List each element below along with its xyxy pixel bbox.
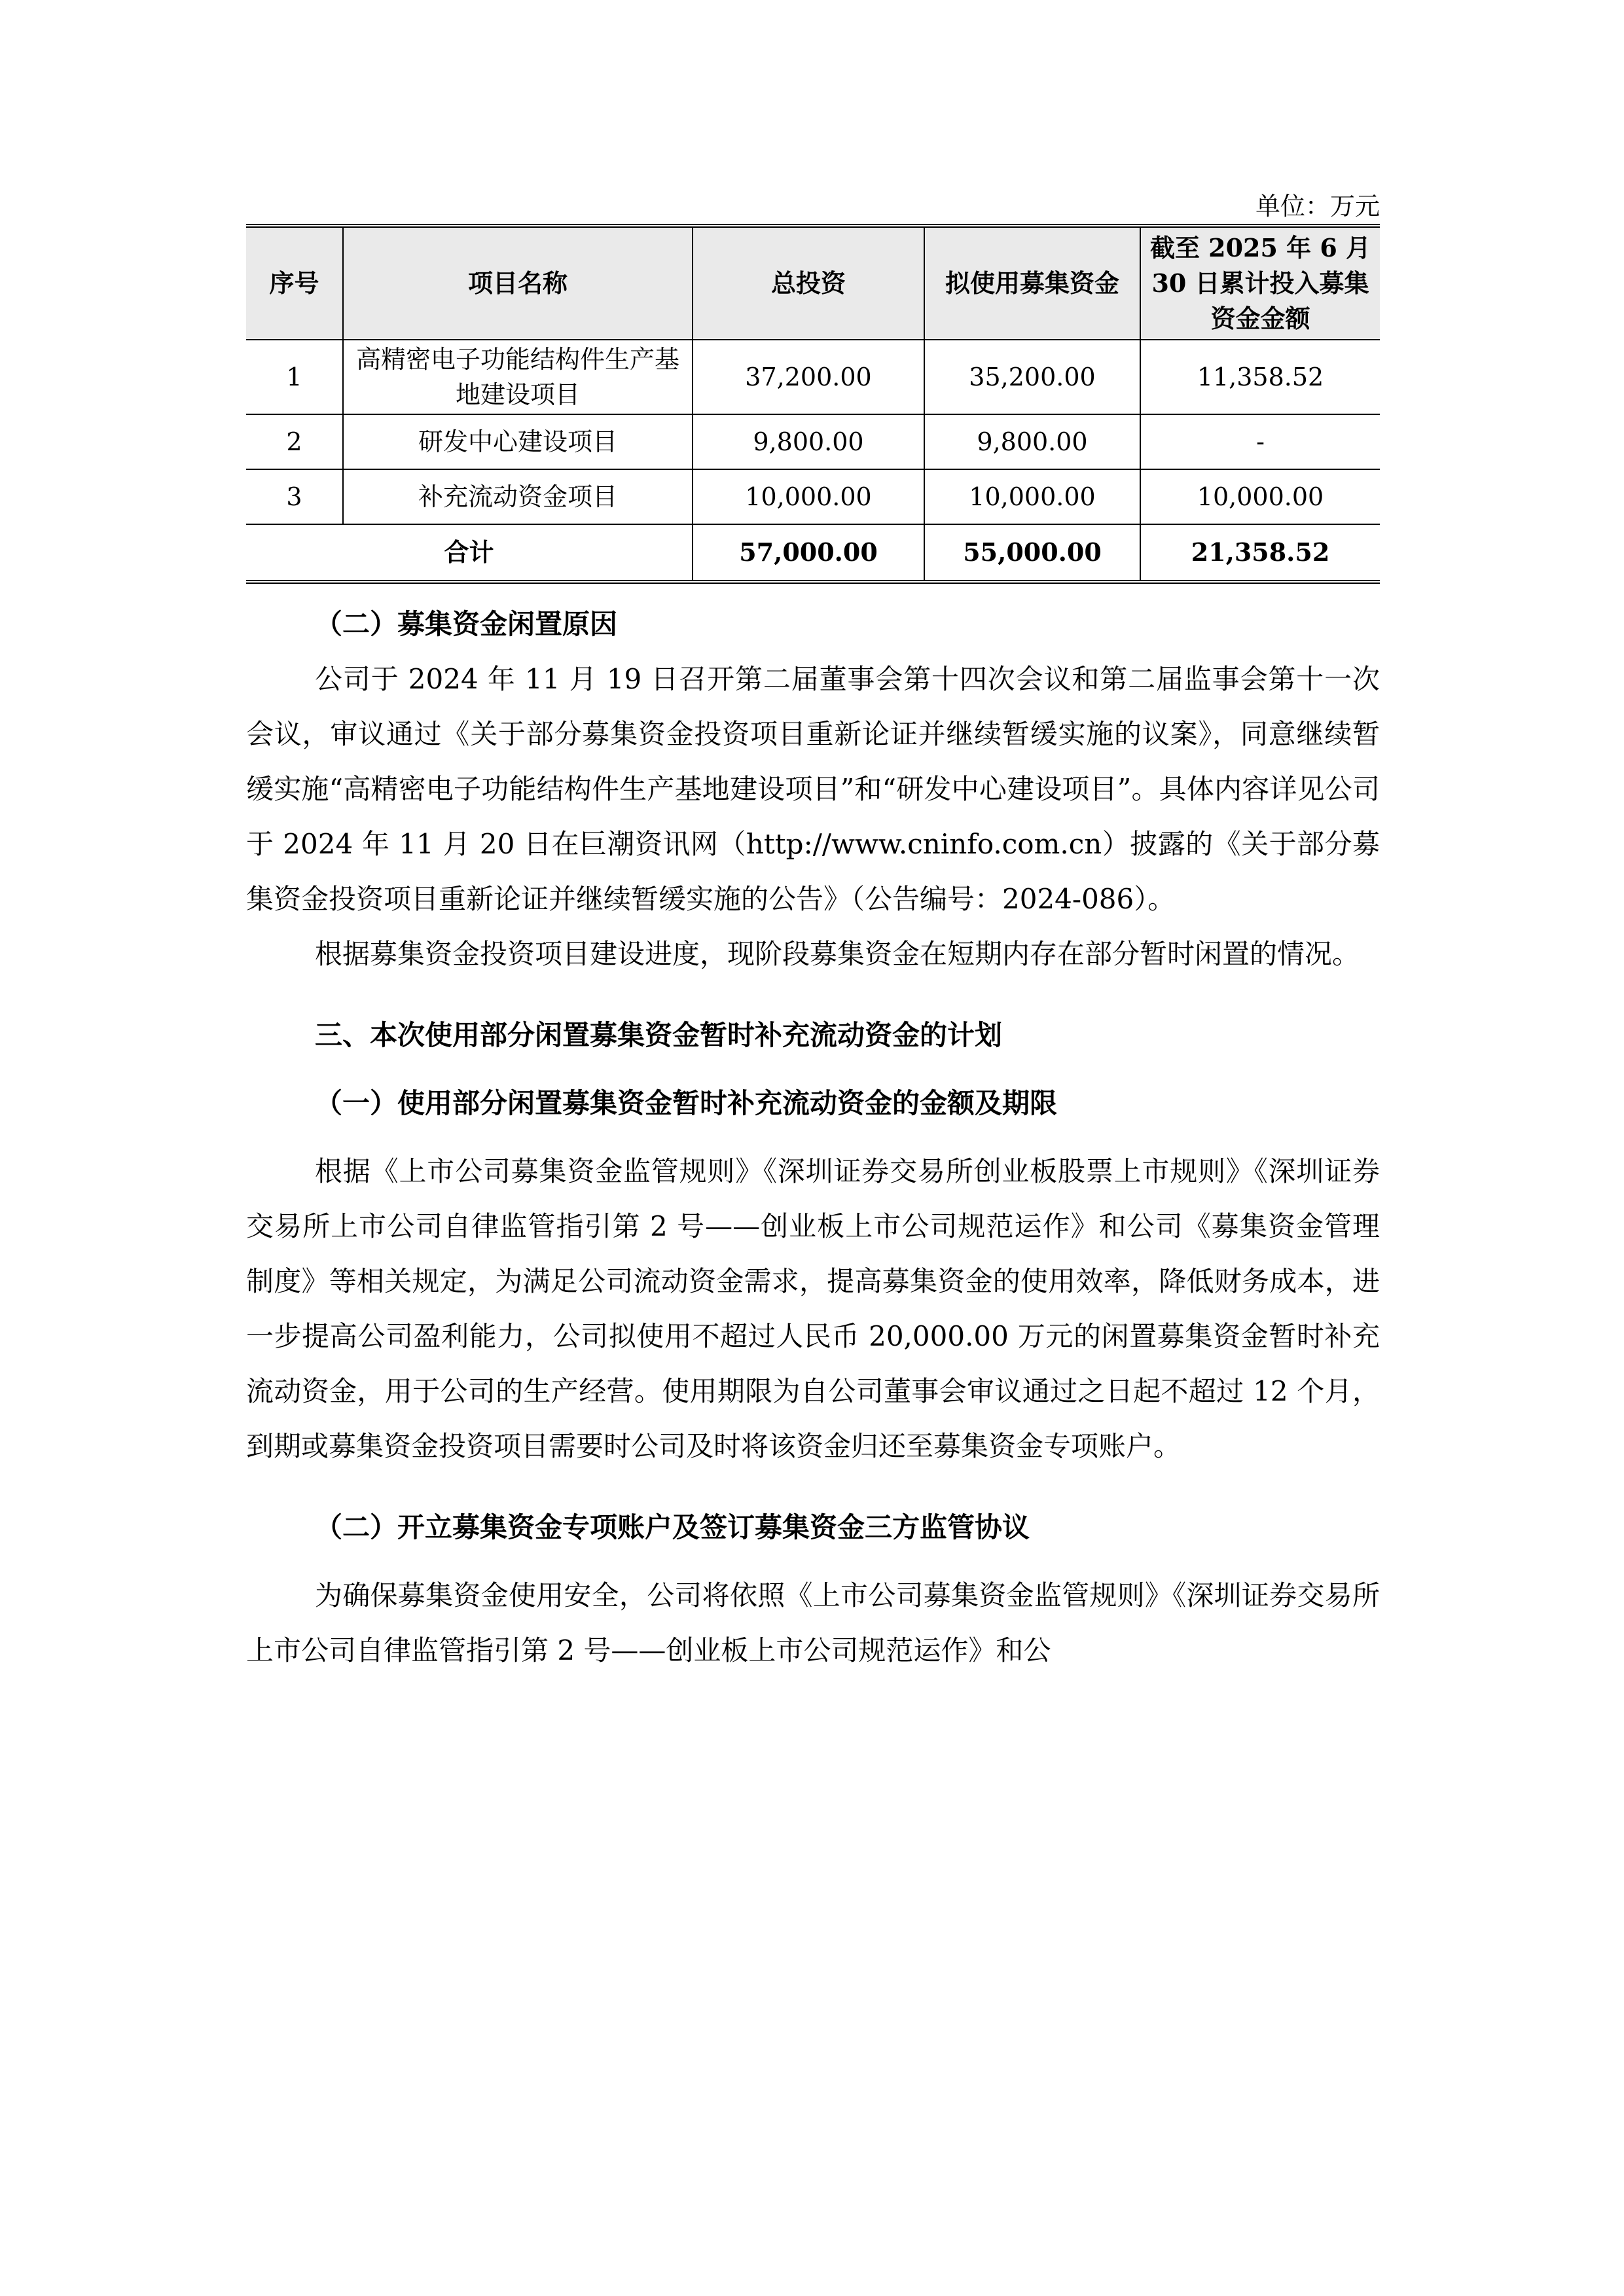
cell-planned: 10,000.00 [924, 469, 1140, 524]
cell-invested: 10,000.00 [1140, 469, 1380, 524]
cell-no: 3 [246, 469, 343, 524]
section-heading-idle-reason: （二）募集资金闲置原因 [315, 608, 618, 640]
cell-no: 2 [246, 414, 343, 469]
paragraph-special-account: 为确保募集资金使用安全，公司将依照《上市公司募集资金监管规则》《深圳证券交易所上市公司自律监管指引第 2 号——创业板上市公司规范运作》和公 [246, 1579, 1380, 1666]
subsection-heading-amount-period: （一）使用部分闲置募集资金暂时补充流动资金的金额及期限 [315, 1087, 1058, 1119]
cell-planned: 35,200.00 [924, 340, 1140, 414]
cell-no: 1 [246, 340, 343, 414]
cell-total-sum: 57,000.00 [693, 524, 924, 582]
header-total-investment: 总投资 [693, 226, 924, 340]
section-heading-plan: 三、本次使用部分闲置募集资金暂时补充流动资金的计划 [315, 1019, 1003, 1051]
document-page [246, 190, 1380, 1678]
cell-total: 37,200.00 [693, 340, 924, 414]
unit-label: 单位：万元 [1255, 192, 1380, 221]
cell-project-name: 补充流动资金项目 [343, 469, 693, 524]
cell-invested-sum: 21,358.52 [1140, 524, 1380, 582]
cell-planned: 9,800.00 [924, 414, 1140, 469]
fund-usage-table [246, 224, 1380, 584]
cell-project-name: 研发中心建设项目 [343, 414, 693, 469]
header-no: 序号 [246, 226, 343, 340]
cell-total: 9,800.00 [693, 414, 924, 469]
cell-invested: 11,358.52 [1140, 340, 1380, 414]
paragraph-amount-period: 根据《上市公司募集资金监管规则》《深圳证券交易所创业板股票上市规则》《深圳证券交易所上市公司自律监管指引第 2 号——创业板上市公司规范运作》和公司《募集资金管理制度》等相关规定，为满足公司流动资金需求，提高募集资金的使用效率，降低财务成本，进一步提高公司盈利能力，公司拟使用不超过人民币 20,000.00 万元的闲置募集资金暂时补充流动资金，用于公司的生产经营。使用期限为自公司董事会审议通过之日起不超过 12 个月，到期或募集资金投资项目需要时公司及时将该资金归还至募集资金专项账户。 [246, 1155, 1380, 1462]
header-project-name: 项目名称 [343, 226, 693, 340]
cell-planned-sum: 55,000.00 [924, 524, 1140, 582]
table-row [246, 340, 1380, 414]
paragraph-board-resolution: 公司于 2024 年 11 月 19 日召开第二届董事会第十四次会议和第二届监事会第十一次会议，审议通过《关于部分募集资金投资项目重新论证并继续暂缓实施的议案》，同意继续暂缓实施“高精密电子功能结构件生产基地建设项目”和“研发中心建设项目”。具体内容详见公司于 2024 年 11 月 20 日在巨潮资讯网（http://www.cninfo.com.cn）披露的《关于部分募集资金投资项目重新论证并继续暂缓实施的公告》（公告编号：2024-086）。 [246, 663, 1380, 915]
cell-project-name: 高精密电子功能结构件生产基地建设项目 [343, 340, 693, 414]
table-header-row [246, 226, 1380, 340]
table-row [246, 469, 1380, 524]
subsection-heading-special-account: （二）开立募集资金专项账户及签订募集资金三方监管协议 [315, 1511, 1030, 1543]
header-invested-funds: 截至 2025 年 6 月 30 日累计投入募集资金金额 [1140, 226, 1380, 340]
cell-total-label: 合计 [246, 524, 693, 582]
header-planned-funds: 拟使用募集资金 [924, 226, 1140, 340]
paragraph-idle-status: 根据募集资金投资项目建设进度，现阶段募集资金在短期内存在部分暂时闲置的情况。 [315, 938, 1360, 970]
cell-total: 10,000.00 [693, 469, 924, 524]
cell-invested: - [1140, 414, 1380, 469]
table-total-row [246, 524, 1380, 582]
table-row [246, 414, 1380, 469]
